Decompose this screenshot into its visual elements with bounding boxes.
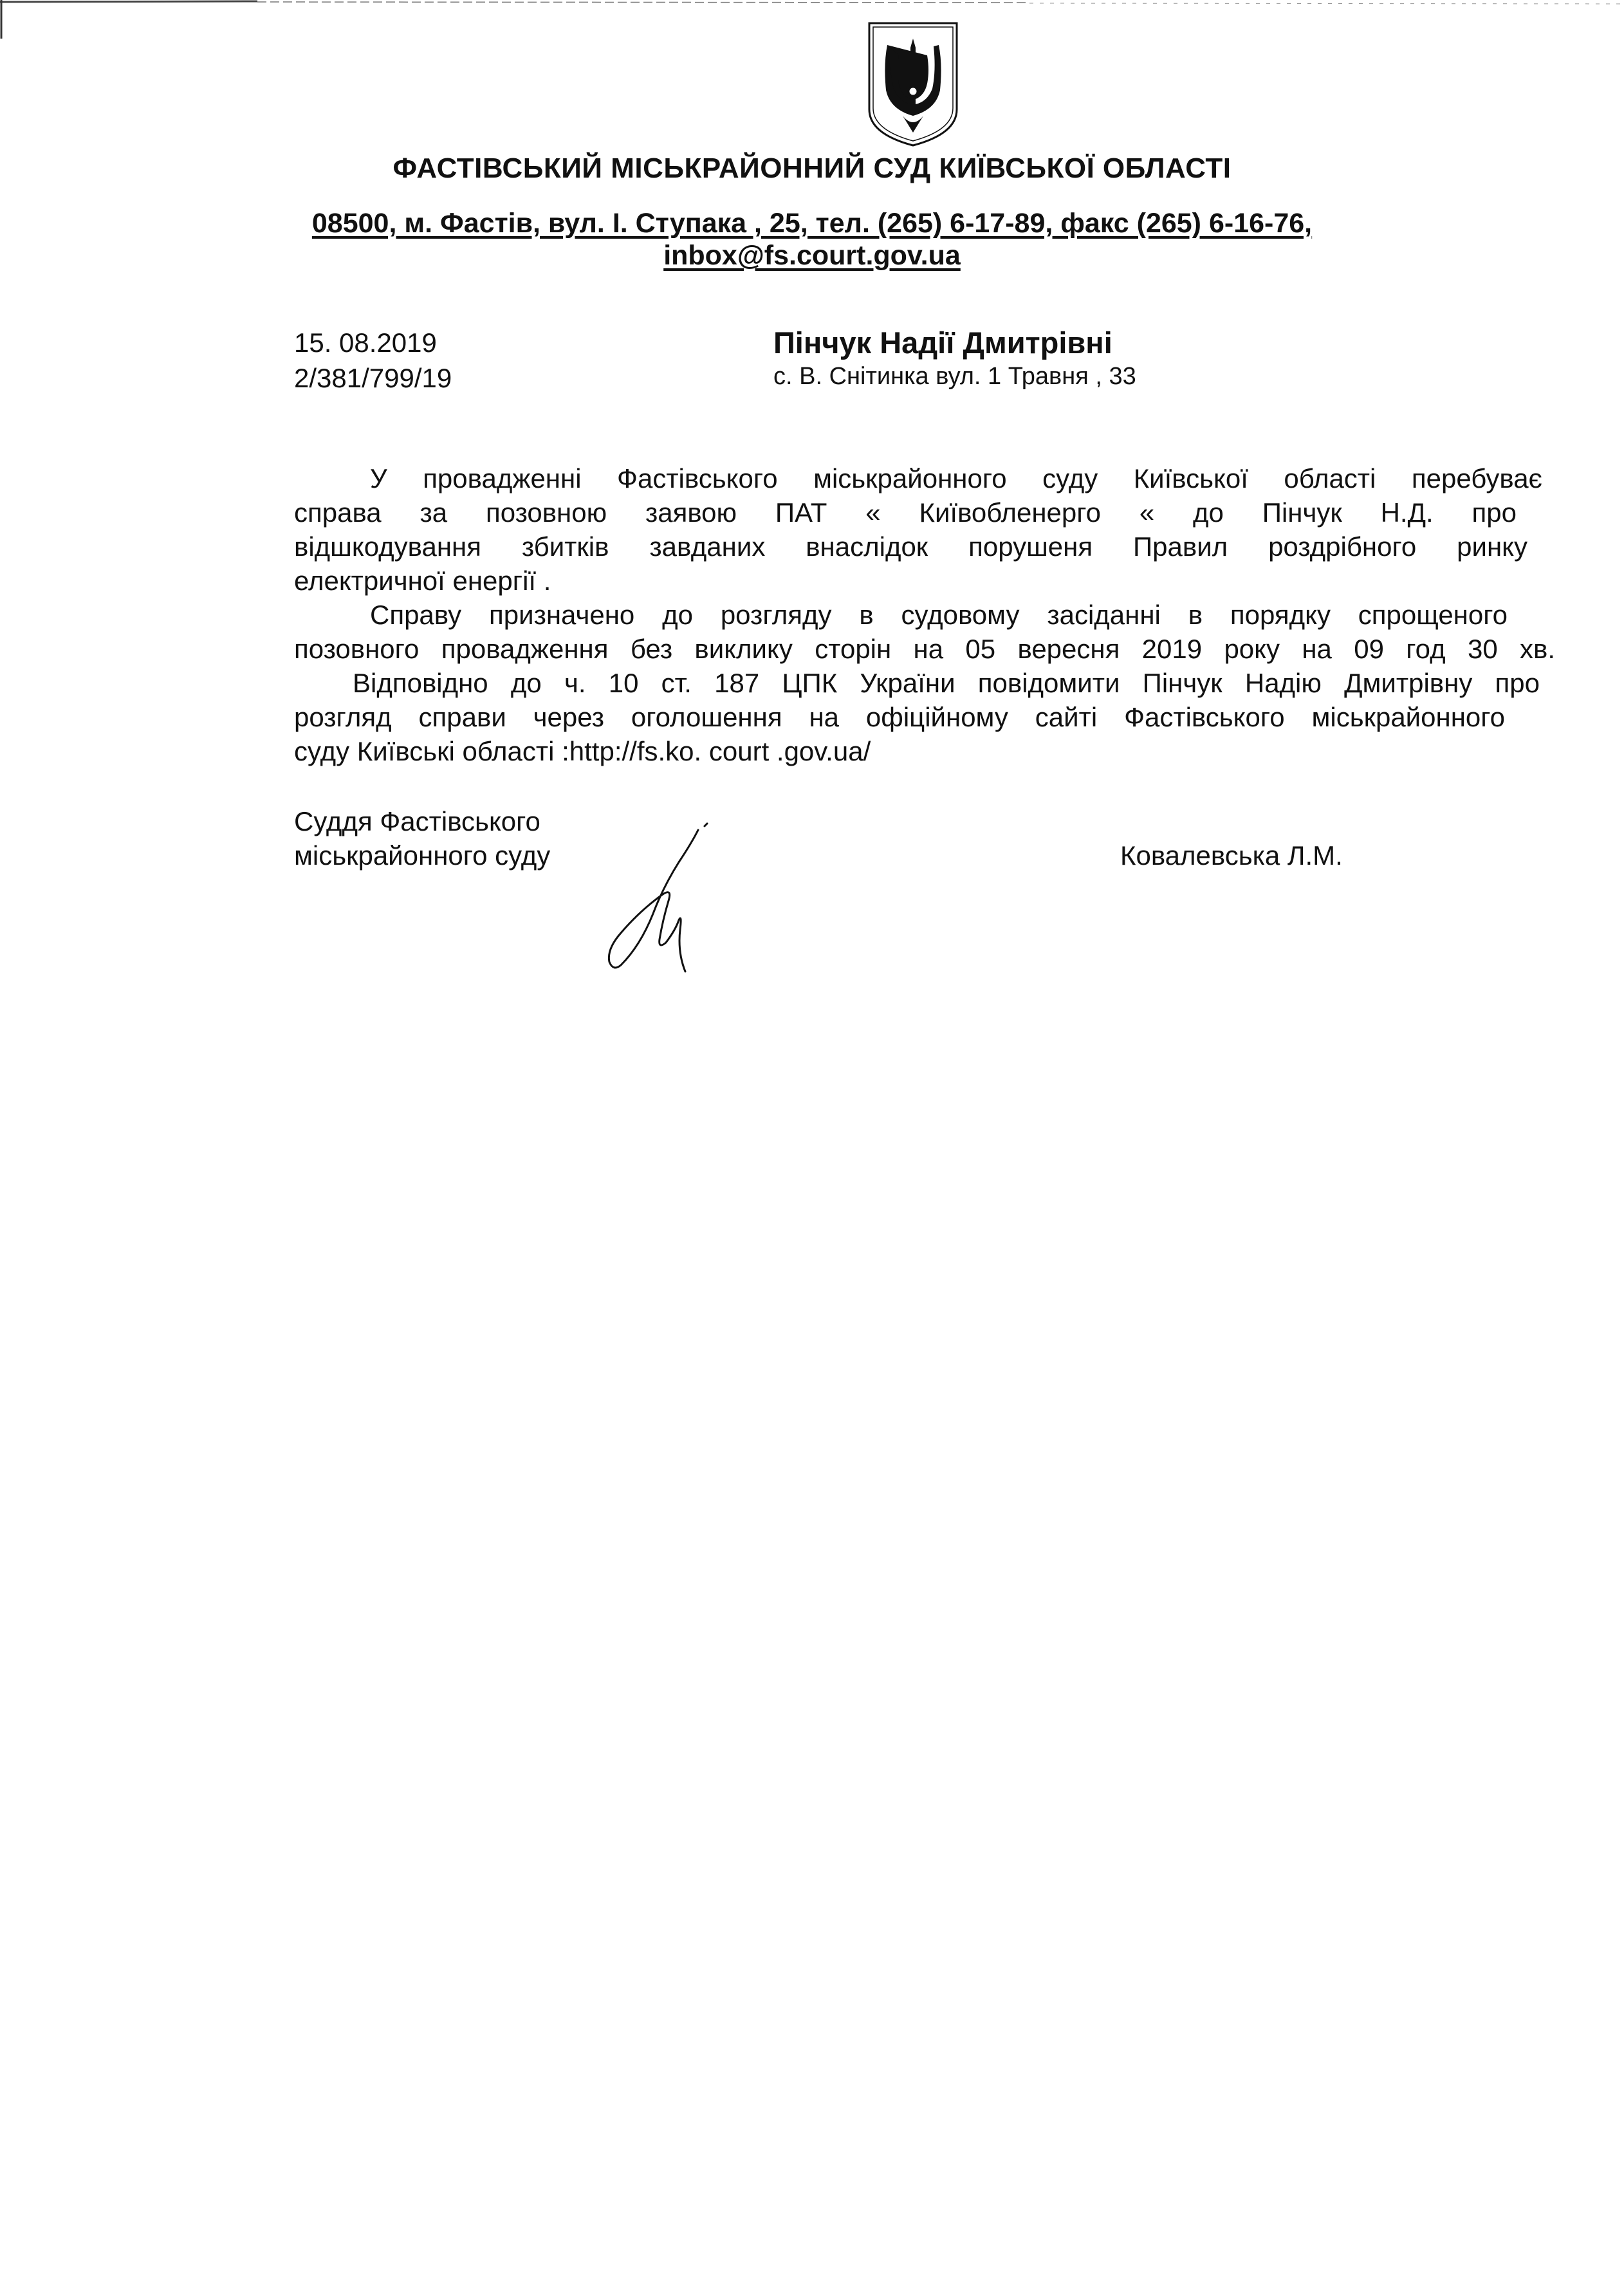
body-text-line: справа за позовною заявою ПАТ « Київобленерго « до Пінчук Н.Д. про [294,497,1517,528]
body-text-line: відшкодування збитків завданих внаслідок порушеня Правил роздрібного ринку [294,531,1527,562]
body-text-line: У провадженні Фастівського міськрайонного суду Київської області перебуває [370,463,1542,493]
body-text-line: Справу призначено до розгляду в судовому засіданні в порядку спрощеного [370,600,1508,630]
recipient-address: с. В. Снітинка вул. 1 Травня , 33 [773,363,1136,390]
scan-edge-left [0,0,4,2277]
recipient-name: Пінчук Надії Дмитрівні [773,326,1112,360]
body-text-line: суду Київські області :http://fs.ko. court .gov.ua/ [294,736,871,766]
judge-title: міськрайонного суду [294,840,551,871]
judge-title: Суддя Фастівського [294,806,540,836]
body-text-line: позовного провадження без виклику сторін на 05 вересня 2019 року на 09 год 30 хв. [294,634,1555,664]
body-text-line: Відповідно до ч. 10 ст. 187 ЦПК України повідомити Пінчук Надію Дмитрівну про [353,668,1540,698]
case-number: 2/381/799/19 [294,363,452,393]
court-email[interactable]: inbox@fs.court.gov.ua [663,240,961,271]
court-name: ФАСТІВСЬКИЙ МІСЬКРАЙОННИЙ СУД КИЇВСЬКОЇ ОБЛАСТІ [392,152,1232,184]
coat-of-arms-icon [864,19,962,148]
document-date: 15. 08.2019 [294,327,437,358]
body-text-line: розгляд справи через оголошення на офіційному сайті Фастівського міськрайонного [294,702,1505,732]
judge-name: Ковалевська Л.М. [1120,840,1343,871]
handwritten-signature [602,817,721,984]
body-text-line: електричної енергії . [294,566,551,596]
scan-edge-top [0,0,1624,5]
court-address: 08500, м. Фастів, вул. І. Ступака , 25, тел. (265) 6-17-89, факс (265) 6-16-76, [311,208,1313,239]
